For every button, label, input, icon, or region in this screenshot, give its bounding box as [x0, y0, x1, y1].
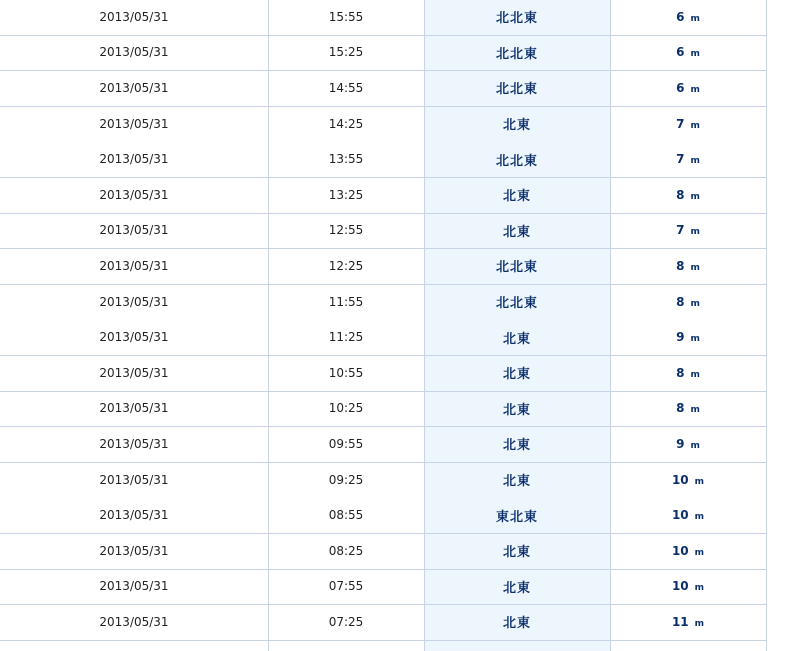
wave-height-cell	[610, 497, 766, 533]
date-cell: 2013/05/31	[99, 223, 169, 238]
wave-height-cell	[610, 284, 766, 320]
direction-cell: 北北東	[495, 260, 538, 276]
date-cell: 2013/05/31	[99, 45, 169, 60]
table-row	[0, 70, 766, 107]
date-cell: 2013/05/31	[99, 579, 169, 594]
date-cell: 2013/05/31	[99, 258, 169, 273]
time-cell: 11:55	[328, 294, 364, 309]
wave-height-value: 6	[676, 45, 685, 60]
wave-height-unit: m	[694, 547, 705, 558]
time-cell: 09:55	[328, 436, 364, 451]
date-cell: 2013/05/31	[99, 365, 169, 380]
wave-height-cell	[610, 391, 766, 427]
wave-height-value: 7	[676, 116, 685, 131]
direction-cell: 北東	[502, 118, 531, 134]
wave-height-value: 6	[676, 80, 685, 95]
table-row	[0, 533, 766, 570]
wave-height-value: 8	[676, 401, 685, 416]
date-cell: 2013/05/31	[99, 152, 169, 167]
table-row	[0, 284, 766, 320]
wave-height-cell	[610, 319, 766, 355]
direction-cell: 北東	[502, 474, 531, 490]
direction-cell: 東北東	[495, 509, 538, 525]
wave-height-value: 8	[676, 365, 685, 380]
wave-height-unit: m	[690, 298, 700, 309]
wave-height-cell	[610, 533, 766, 569]
table-row	[0, 213, 766, 250]
wave-height-value: 7	[676, 223, 685, 238]
time-cell: 08:25	[328, 543, 364, 558]
date-cell: 2013/05/31	[99, 80, 169, 95]
direction-cell: 北東	[502, 545, 531, 561]
direction-cell: 北東	[502, 438, 531, 454]
table-row	[0, 35, 766, 72]
table-row	[0, 0, 766, 36]
wave-height-value: 7	[676, 152, 685, 167]
wave-height-unit: m	[690, 262, 700, 273]
wave-height-cell	[610, 462, 766, 498]
wave-height-unit: m	[690, 405, 700, 416]
time-cell: 10:55	[328, 365, 364, 380]
wave-height-cell	[610, 106, 766, 142]
direction-cell: 北東	[502, 224, 531, 240]
date-cell: 2013/05/31	[99, 187, 169, 202]
wave-height-cell	[610, 141, 766, 177]
direction-cell: 北東	[502, 331, 531, 347]
time-cell: 09:25	[328, 472, 364, 487]
wave-height-unit: m	[694, 583, 705, 594]
wave-height-value: 8	[676, 187, 685, 202]
wave-height-unit: m	[694, 512, 705, 523]
time-cell: 11:25	[328, 330, 364, 345]
direction-cell: 北東	[502, 616, 531, 632]
wave-height-cell	[610, 213, 766, 249]
wave-height-cell	[610, 177, 766, 213]
direction-cell: 北北東	[495, 11, 538, 27]
time-cell: 13:55	[328, 152, 364, 167]
direction-cell: 北東	[502, 402, 531, 418]
time-cell: 10:25	[328, 401, 364, 416]
table-row	[0, 391, 766, 428]
time-cell: 12:25	[328, 258, 364, 273]
direction-cell: 北北東	[495, 153, 538, 169]
wave-height-value: 8	[676, 258, 685, 273]
table-row	[0, 141, 766, 178]
direction-cell: 北東	[502, 367, 531, 383]
time-cell: 15:55	[328, 9, 364, 24]
wave-height-value: 11	[671, 614, 689, 629]
time-cell: 07:25	[328, 614, 364, 629]
time-cell: 08:55	[328, 508, 364, 523]
date-cell: 2013/05/31	[99, 472, 169, 487]
wave-height-unit: m	[690, 369, 700, 380]
wave-height-unit: m	[690, 227, 700, 238]
table-row	[0, 462, 766, 498]
wave-height-cell	[610, 35, 766, 71]
direction-cell: 北東	[502, 189, 531, 205]
wave-height-value: 10	[671, 579, 689, 594]
direction-cell: 北東	[502, 580, 531, 596]
table-row	[0, 426, 766, 463]
date-cell: 2013/05/31	[99, 401, 169, 416]
wave-height-cell	[610, 604, 766, 640]
direction-cell: 北北東	[495, 82, 538, 98]
date-cell: 2013/05/31	[99, 614, 169, 629]
date-cell: 2013/05/31	[99, 294, 169, 309]
wave-height-value: 9	[676, 330, 685, 345]
time-cell: 13:25	[328, 187, 364, 202]
time-cell: 14:55	[328, 80, 364, 95]
wave-height-cell	[610, 70, 766, 106]
table-row	[0, 319, 766, 356]
time-cell: 07:55	[328, 579, 364, 594]
date-cell: 2013/05/31	[99, 116, 169, 131]
wave-height-value: 9	[676, 436, 685, 451]
date-cell: 2013/05/31	[99, 330, 169, 345]
wave-height-value: 10	[671, 472, 689, 487]
date-cell: 2013/05/31	[99, 436, 169, 451]
wave-height-unit: m	[690, 49, 700, 60]
direction-cell: 北北東	[495, 296, 538, 312]
wave-height-cell	[610, 355, 766, 391]
wave-height-unit: m	[690, 156, 700, 167]
table-row	[0, 569, 766, 606]
wave-height-cell	[610, 0, 766, 35]
wave-height-value: 10	[671, 508, 689, 523]
time-cell: 12:55	[328, 223, 364, 238]
table-row	[0, 497, 766, 534]
date-cell: 2013/05/31	[99, 9, 169, 24]
column-divider	[766, 0, 767, 651]
wave-height-unit: m	[690, 120, 700, 131]
time-cell: 14:25	[328, 116, 364, 131]
wave-height-cell	[610, 248, 766, 284]
wave-height-unit: m	[690, 334, 700, 345]
wave-height-unit: m	[690, 84, 700, 95]
wave-height-unit: m	[690, 440, 700, 451]
table-row	[0, 248, 766, 285]
table-row	[0, 604, 766, 641]
wave-height-cell	[610, 426, 766, 462]
wave-height-cell	[610, 569, 766, 605]
date-cell: 2013/05/31	[99, 508, 169, 523]
table-row	[0, 355, 766, 392]
table-row	[0, 106, 766, 142]
date-cell: 2013/05/31	[99, 543, 169, 558]
wave-height-unit: m	[690, 13, 700, 24]
wave-height-unit: m	[694, 618, 705, 629]
wave-height-value: 6	[676, 9, 685, 24]
wave-height-unit: m	[694, 476, 705, 487]
direction-cell: 北北東	[495, 46, 538, 62]
table-row	[0, 177, 766, 214]
wave-height-unit: m	[690, 191, 700, 202]
time-cell: 15:25	[328, 45, 364, 60]
wave-height-value: 8	[676, 294, 685, 309]
wave-height-value: 10	[671, 543, 689, 558]
